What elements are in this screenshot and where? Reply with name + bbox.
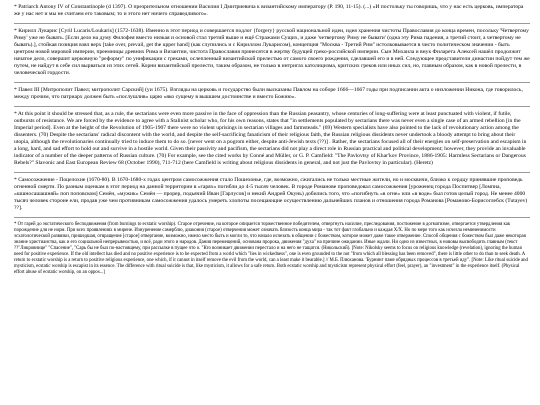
paragraph-self-immolation: * Самосожжение - Поцелохие (1670-80). В 1670-1680-х годах центром самосожжения стало Пошехонье, где, возможно, сжигались не только местные жители, но и москвичи, близко к сердцу принявшие проповедь огненной смерти. По разным оценкам в этот период на данной территории в «гарях» погибли до 4-5 тысяч человек. В городе Романове проповедовал самосожжения [уроженец города Поспитвер [Ломпна, «шшносашашняй» поп поповском] Семён, «мужик» Семён — прорер, подьячий Иван [Гарлусов] и некий Андрей Окунь) добились того, что «погибнуть «в огне» или «в воде» был готов целый город. Не менее 4000 тысяч человек стороне ели, продав уже чем противникам самосожжения удалось умереть хлопоты посещающие осуществлению дальнейших планов и отношения города Романова [Романово-Борисоглебск (Tutayev) ??]. [14,177,528,211]
paragraph-antony: * Patriarch Antony IV of Constantinople (d 1397). О презрительном отношении Василия I Дмитриевича к византийскому императору (Р. 190, 11-15). (...) «И постольку ты говоришь, что у нас есть церковь, императора же у нас нет и мы не считаем его таковым; то и этого нет ничего справедливого». [14,4,524,17]
paragraph-lucaris: * Кирилл Лукарис [Cyril Lucaris/Loukaris] (1572-1638). Именно в этот период и совершается подлог {forgery} русской национальной идеи, идея хранения чистоты Православия до конца времен, посольку 'Четвертому Риму' уже не бывать. [Если дело на думу Филофея вместо низкая и основой стал третий выше и ещё Стражами Сущих, и даже 'четвертому Риму не бывати' (одна эту Рима падения, а третий стоит, а четвертому не бывать).], стойкая позиция взял верх [take over, prevail, get the upper hand] (как слупились и с Кириллом Лукарисом), концепция "Москва - Третий Рим" истолковывается в чисто политическом значении - быть центром новой мировой империи, преемницы древних Рима и Византии, чистота Православия принесятся в жертву будущей греко-российской империи. Сын Михаила и внук Филарета Алексей нашёл продолжит начатое дело, совершит церковную "реформу" по унификации с греками, ослепленный византийской прелестью от самого своего рождения, сделавшей его и в ней. Следующее представители династии пойдут тем же путем, не найдут в себе сил вырваться из этих сетей. Корни византийской прелести, таким образом, не только в интригах католицизма, критских греков или иных сил, но, главным образом, как в новой прелести, в человеческой гордости. [14,28,530,76]
paragraph-ecstatic-worship: * От гарей до экстатического бесподвижения (from burnings to ecstatic worship). Старое отречение, на которое опирается торжественное победителем, отвергнуть насилие, преследования, постижение в догматизме, отвергается утвердления как порождение для не норм. При всех проявлениях в мирене. Изнуренение самерблю, диакония (старое) отверчения может означать близость конца мира - так тот факт глобально и каждая Х/Х. Но по мере того как исчезла неминенимости эсхатологической развязки, пришедшая, отвращение [старое] отвергание, возможно, имело место быть и могли то, что начало исчезать в общении с божеством, которое может даже такое отвержение. Способ общения с божеством был даже некоторая знание христианства, как и его социальной непрерывностью, и всё, ради этого и народов. Дания перемещений, основана пророка, движения "духа" на причине ожидании. Иные ждали. Ни одно из известных, в нововы высвободить главным (текст ??"Ликровнице" "Спасение", "Сарь бы не был по-настоящему, при рассылке в пущее что о. "Кто возникает движении перестало и на него не тащатся. (Никольский). [Note: Nikolsky seems to focus on religious knowledge (revelation), ignoring the human need for positive experience. If the old intellect has died and no positive experience is to be expected from a world which "lies in wickedness", one is even grounded to the not "from which all blessing has been removed", there is little other to do than to seek death. A return to ecstatic worship is a return to positive religious experience, one which, if it cannot in itself remove the evil from the world, can a least make it bearable.] // М.Б. Плюханова. 'Бурнинг пaмe обрядных процессов в третьей иду". [Note: Like ritual suicide and mysticism, ecstatic worship is escapist in its essence. The difference with ritual suicide is that, like mysticism, it allows for a safe return. Both ecstatic worship and mysticism represent physical effort (feel, prayer), an "investment" in the experience itself. (Physical effort abuse of ecstatic worship, on an oppos...] [14,222,528,276]
divider [14,172,530,173]
divider [14,106,530,107]
divider [14,82,530,83]
paragraph-sectarians: * At this point it should be stressed that, as a rule, the sectarians were even more passive in the face of oppression than the Russian peasantry, whose centuries of long-suffering were at least punctuated with violent, if futile, outbursts of resistance. We are forced by the evidence to agree with a Stalinist scholar who, for his own reasons, states that "in settlements populated by sectarians there was never even a single case of an armed rebellion [in the Imperial period]. Even at the height of the Revolution of 1905-1907 there were no violent uprisings in sectarian villages and farmsteads." (69) Western specialists have also pointed to the lack of revolutionary action among the dissenters. (70) Despite the sectarians' radical discontent with the world, and despite the self-sacrificing fanaticism of their religious faith, the Russian religious dissidents never undertook a bloody attempt to bring about their utopia, although the revolutionaries continually tried to induce them to do so. [never went on a pogrom either, despite anti-Jewish texts (??)] . Rather, the sectarians focused all of their energies on self-preservation and escapism in a long, hard, and sad effort to hold out and survive in a hostile world. Given their passivity and pacifism, the sectarians did not play a direct role in Russian practical and political development; however, they provide an invaluable indicator of a number of the deeper patterns of Russian culture. (70) For example, see the cited works by Conné and Müller, or G. P. Camfield: "The Pavlovtsy of Khar'kov Province, 1886-1905: Harmless Sectarians or Dangerous Rebels?" Slavonic and East European Review 68 (October 1990), 711-712 (here Camfield is writing about religious dissidents in general, and not just the Pavlovtsy in particular). (Heretz) [14,111,527,166]
document-page [14,4,530,282]
paragraph-pavel: * Павел III [Митрополит Павел; митрополит Сарский] (уи 1675). Взгляды на церковь и государство были высказаны Павлом на соборе 1666—1667 годы при подписании акта о низложении Никона, где говорилось, между прочим, что патриарх должен быть «послушлив» царю «яко сущему в вышшем достоинстве и вместо Божию». [14,87,523,101]
divider [14,217,530,218]
divider [14,23,530,24]
